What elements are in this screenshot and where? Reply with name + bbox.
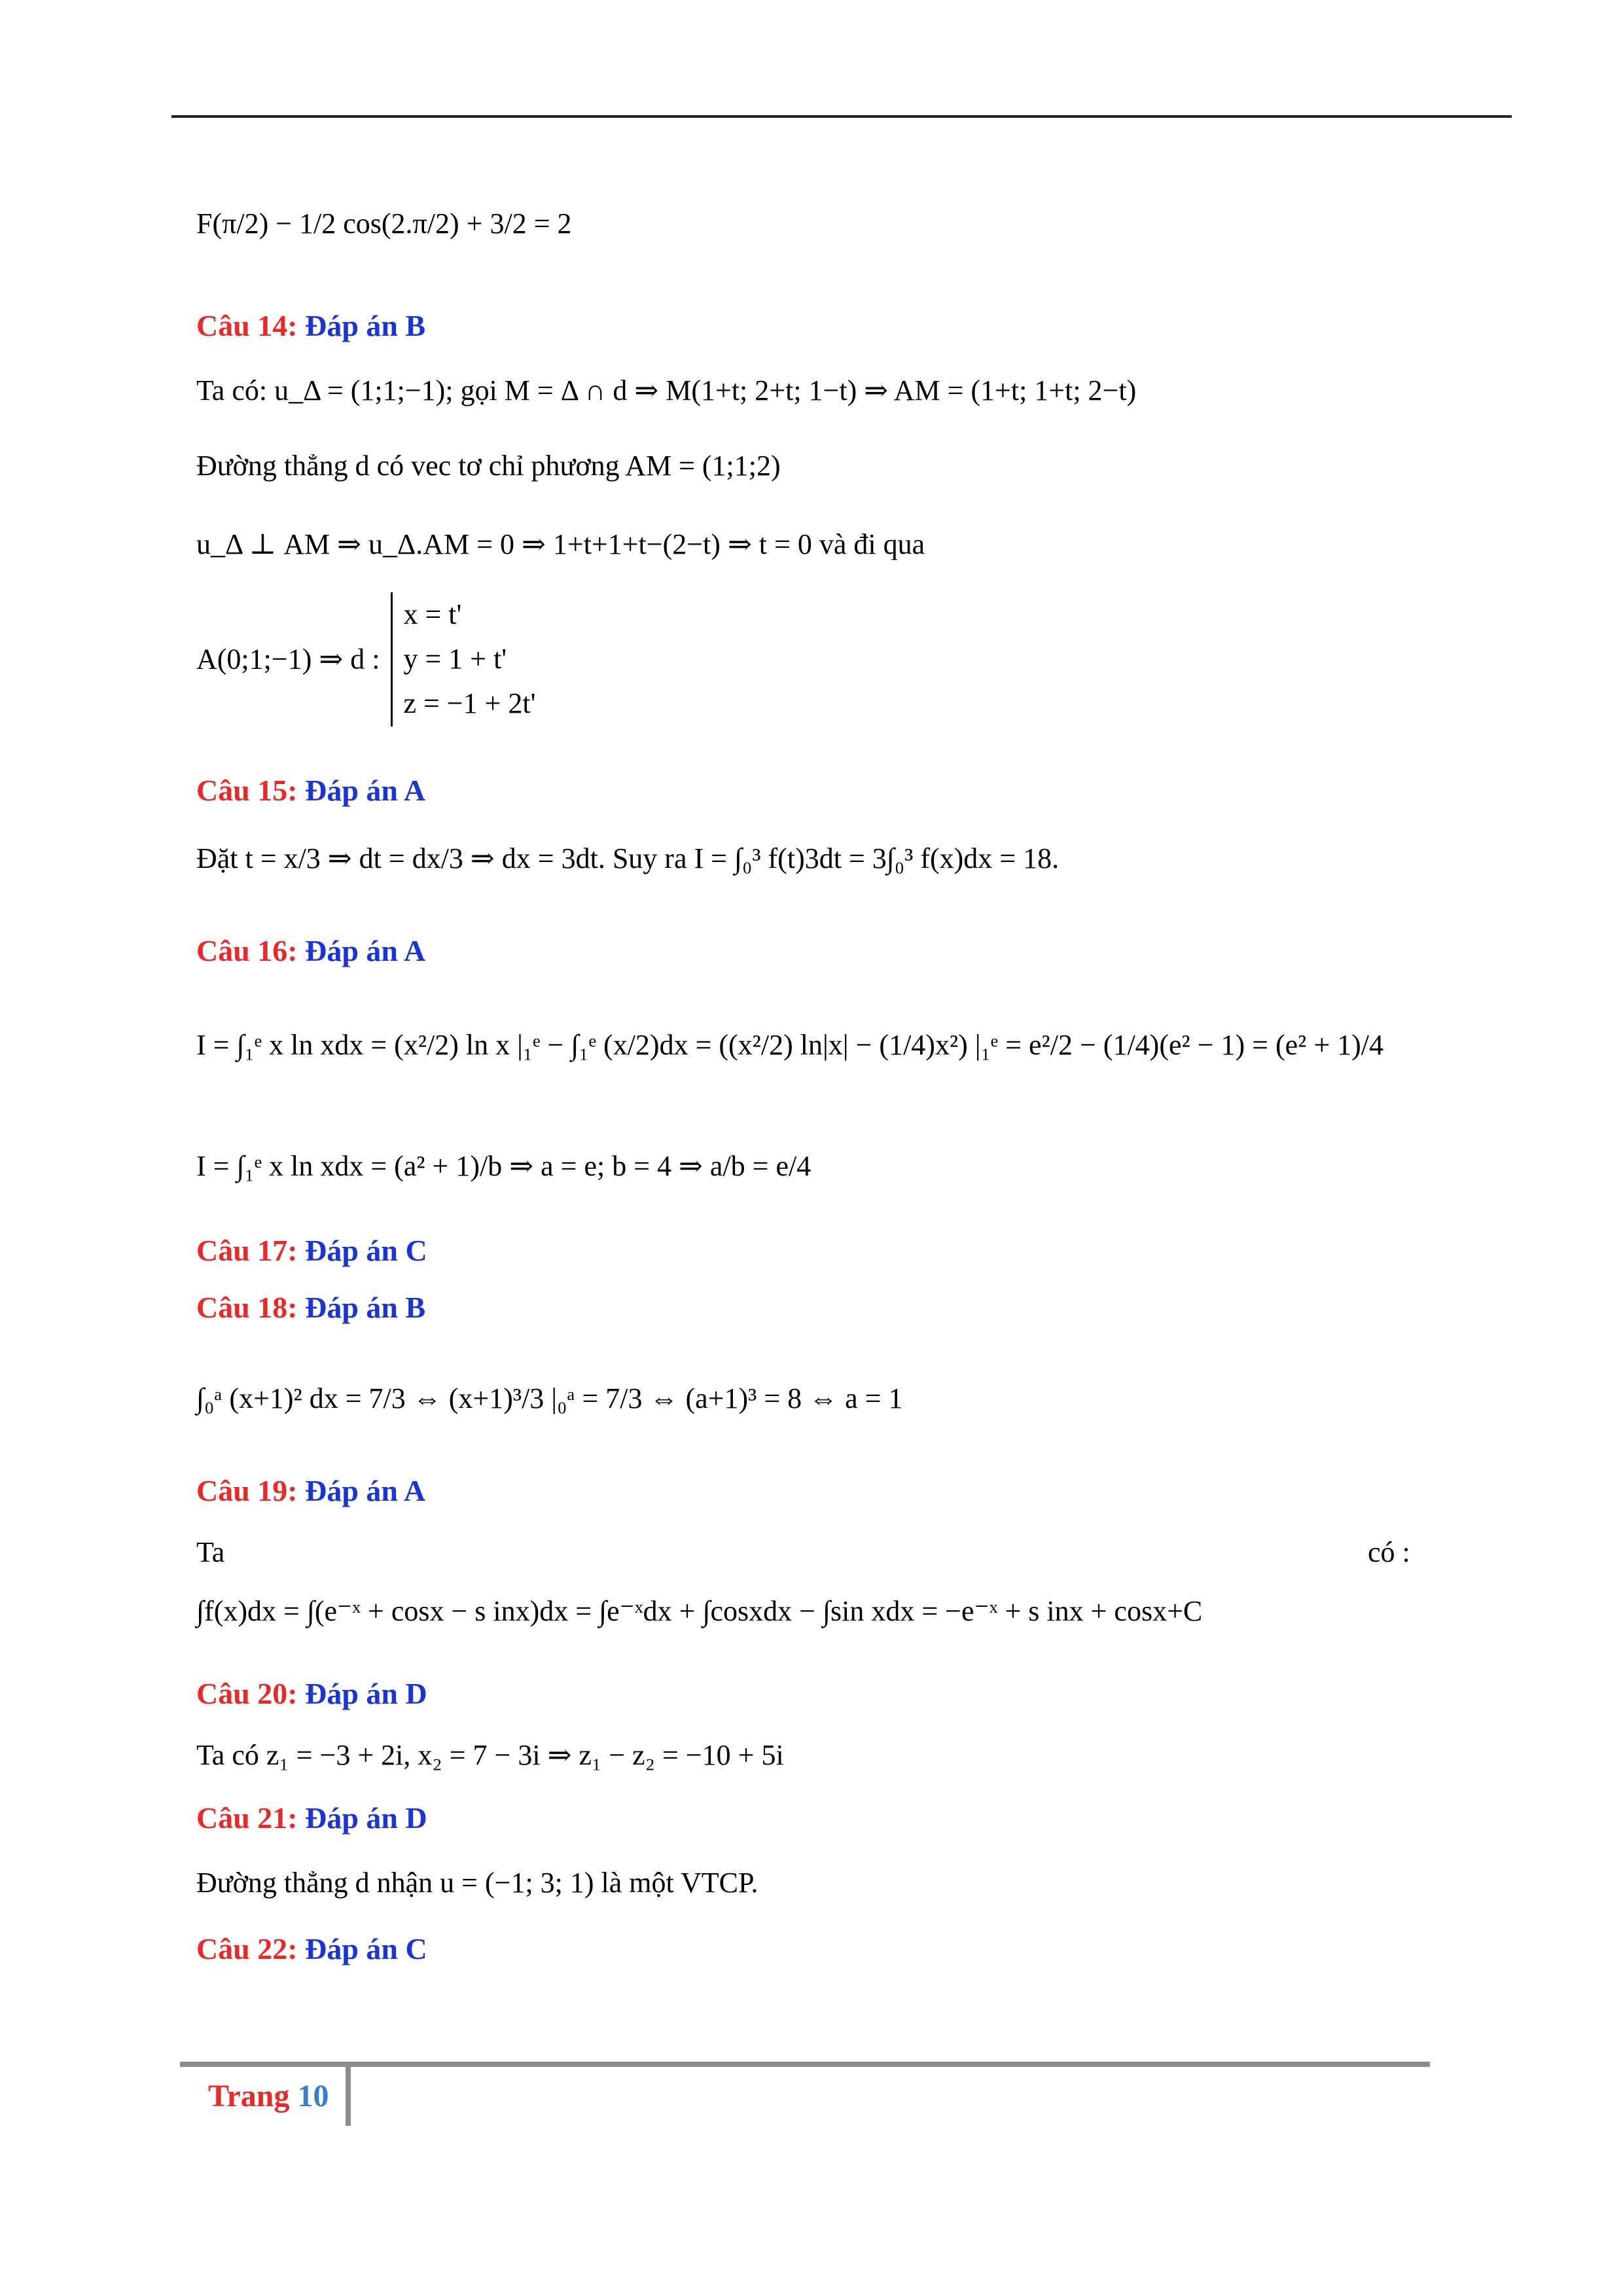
q14-sys-z: z = −1 + 2t' — [403, 687, 536, 720]
q15-line-1: Đặt t = x/3 ⇒ dt = dx/3 ⇒ dx = 3dt. Suy ra I = ∫₀³ f(t)3dt = 3∫₀³ f(x)dx = 18. — [196, 842, 1060, 874]
q19-line-2: ∫f(x)dx = ∫(e⁻ˣ + cosx − s inx)dx = ∫e⁻ˣdx + ∫cosxdx − ∫sin xdx = −e⁻ˣ + s inx + cosx+C — [196, 1595, 1203, 1627]
question-label: Câu 19: — [196, 1474, 298, 1507]
question-label: Câu 20: — [196, 1677, 298, 1710]
q14-point: A(0;1;−1) ⇒ d : — [196, 643, 380, 675]
q14-line-3: u_Δ ⊥ AM ⇒ u_Δ.AM = 0 ⇒ 1+t+1+t−(2−t) ⇒ t = 0 và đi qua — [196, 528, 925, 560]
q14-sys-y: y = 1 + t' — [403, 643, 507, 675]
footer-rule — [180, 2062, 1430, 2067]
q15-header — [196, 776, 425, 806]
q16-line-2: I = ∫₁ᵉ x ln xdx = (a² + 1)/b ⇒ a = e; b = 4 ⇒ a/b = e/4 — [196, 1150, 812, 1182]
q14-line-2: Đường thẳng d có vec tơ chỉ phương AM = (1;1;2) — [196, 450, 781, 482]
q18-line-1: ∫₀ᵃ (x+1)² dx = 7/3 ⇔ (x+1)³/3 |₀ᵃ = 7/3 ⇔ (a+1)³ = 8 ⇔ a = 1 — [196, 1382, 903, 1414]
question-label: Câu 15: — [196, 774, 298, 807]
answer-label: Đáp án A — [305, 934, 426, 967]
question-label: Câu 16: — [196, 934, 298, 967]
q19-line-1b: có : — [1368, 1536, 1410, 1568]
question-label: Câu 14: — [196, 309, 298, 342]
q21-header — [196, 1803, 427, 1833]
q22-header — [196, 1934, 427, 1964]
page-number: 10 — [297, 2079, 329, 2113]
q20-line-1: Ta có z₁ = −3 + 2i, x₂ = 7 − 3i ⇒ z₁ − z₂ = −10 + 5i — [196, 1739, 784, 1771]
q21-line-1: Đường thẳng d nhận u = (−1; 3; 1) là một VTCP. — [196, 1867, 758, 1899]
question-label: Câu 18: — [196, 1291, 298, 1324]
header-rule — [171, 115, 1512, 118]
answer-label: Đáp án D — [305, 1677, 427, 1710]
q18-header — [196, 1293, 425, 1323]
q14-system — [391, 592, 535, 726]
answer-label: Đáp án A — [305, 774, 426, 807]
answer-label: Đáp án C — [305, 1234, 427, 1267]
q20-header — [196, 1679, 427, 1709]
answer-label: Đáp án D — [305, 1801, 427, 1835]
intro-equation: F(π/2) − 1/2 cos(2.π/2) + 3/2 = 2 — [196, 207, 572, 240]
q16-header — [196, 936, 425, 966]
q16-line-1: I = ∫₁ᵉ x ln xdx = (x²/2) ln x |₁ᵉ − ∫₁ᵉ (x/2)dx = ((x²/2) ln|x| − (1/4)x²) |₁ᵉ = e²/2 − (1/4)(e² − 1) = (e² + 1)/4 — [196, 1029, 1384, 1061]
page-footer — [208, 2078, 329, 2114]
q19-header — [196, 1476, 425, 1506]
footer-divider — [346, 2067, 351, 2126]
q14-line-1: Ta có: u_Δ = (1;1;−1); gọi M = Δ ∩ d ⇒ M(1+t; 2+t; 1−t) ⇒ AM = (1+t; 1+t; 2−t) — [196, 374, 1137, 406]
answer-label: Đáp án B — [305, 1291, 426, 1324]
question-label: Câu 17: — [196, 1234, 298, 1267]
q14-header — [196, 311, 425, 341]
answer-label: Đáp án A — [305, 1474, 426, 1507]
answer-label: Đáp án C — [305, 1932, 427, 1965]
q14-line-4 — [196, 592, 536, 726]
footer-label: Trang — [208, 2079, 290, 2113]
answer-label: Đáp án B — [305, 309, 426, 342]
q14-sys-x: x = t' — [403, 598, 462, 630]
q17-header — [196, 1236, 427, 1266]
question-label: Câu 22: — [196, 1932, 298, 1965]
question-label: Câu 21: — [196, 1801, 298, 1835]
q19-line-1a: Ta — [196, 1536, 225, 1568]
